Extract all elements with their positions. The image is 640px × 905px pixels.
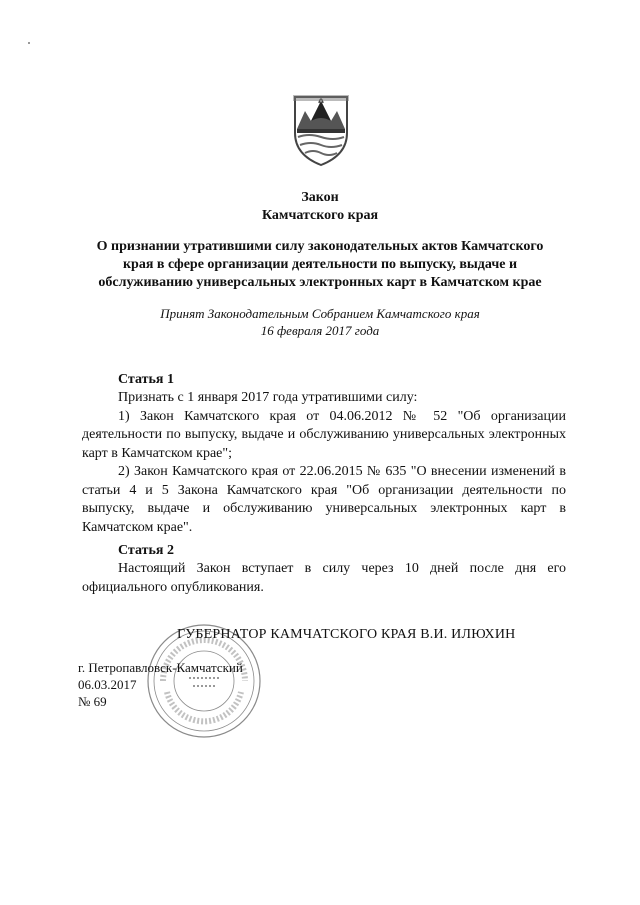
- article-2-paragraph: Настоящий Закон вступает в силу через 10 дней после дня его официального опубликования.: [82, 561, 566, 595]
- article-1-paragraph: Признать с 1 января 2017 года утратившими силу:: [118, 390, 418, 405]
- adoption-body: Принят Законодательным Собранием Камчатского края: [160, 306, 480, 321]
- article-1-paragraph: 1) Закон Камчатского края от 04.06.2012 № 52 "Об организации деятельности по выпуску, выдаче и обслуживанию универсальных электронных карт в Камчатском крае";: [82, 408, 566, 461]
- article-1-body: [82, 389, 566, 537]
- document-title: Закон: [301, 190, 339, 205]
- article-2-heading: Статья 2: [118, 543, 174, 558]
- signing-place: г. Петропавловск-Камчатский: [78, 660, 243, 675]
- scan-speck: [28, 42, 30, 44]
- document-title-region: Камчатского края: [261, 208, 379, 223]
- signature-line: ГУБЕРНАТОР КАМЧАТСКОГО КРАЯ В.И. ИЛЮХИН: [177, 627, 516, 642]
- document-subject: О признании утратившими силу законодательных актов Камчатского края в сфере организации деятельности по выпуску, выдаче и обслуживанию универсальных электронных карт в Камчатском крае: [96, 239, 544, 290]
- article-1-paragraph: 2) Закон Камчатского края от 22.06.2015 № 635 "О внесении изменений в статьи 4 и 5 Закона Камчатского края "Об организации деятельности по выпуску, выдаче и обслуживанию универсальных электронных карт в Камчатском крае".: [82, 464, 566, 535]
- adoption-note: [80, 305, 560, 339]
- law-number: № 69: [78, 694, 107, 709]
- article-1-heading: Статья 1: [118, 372, 174, 387]
- article-2-body: [82, 560, 566, 597]
- kamchatka-coat-of-arms-icon: [291, 93, 351, 167]
- signing-date: 06.03.2017: [78, 677, 137, 692]
- adoption-date: 16 февраля 2017 года: [260, 323, 380, 338]
